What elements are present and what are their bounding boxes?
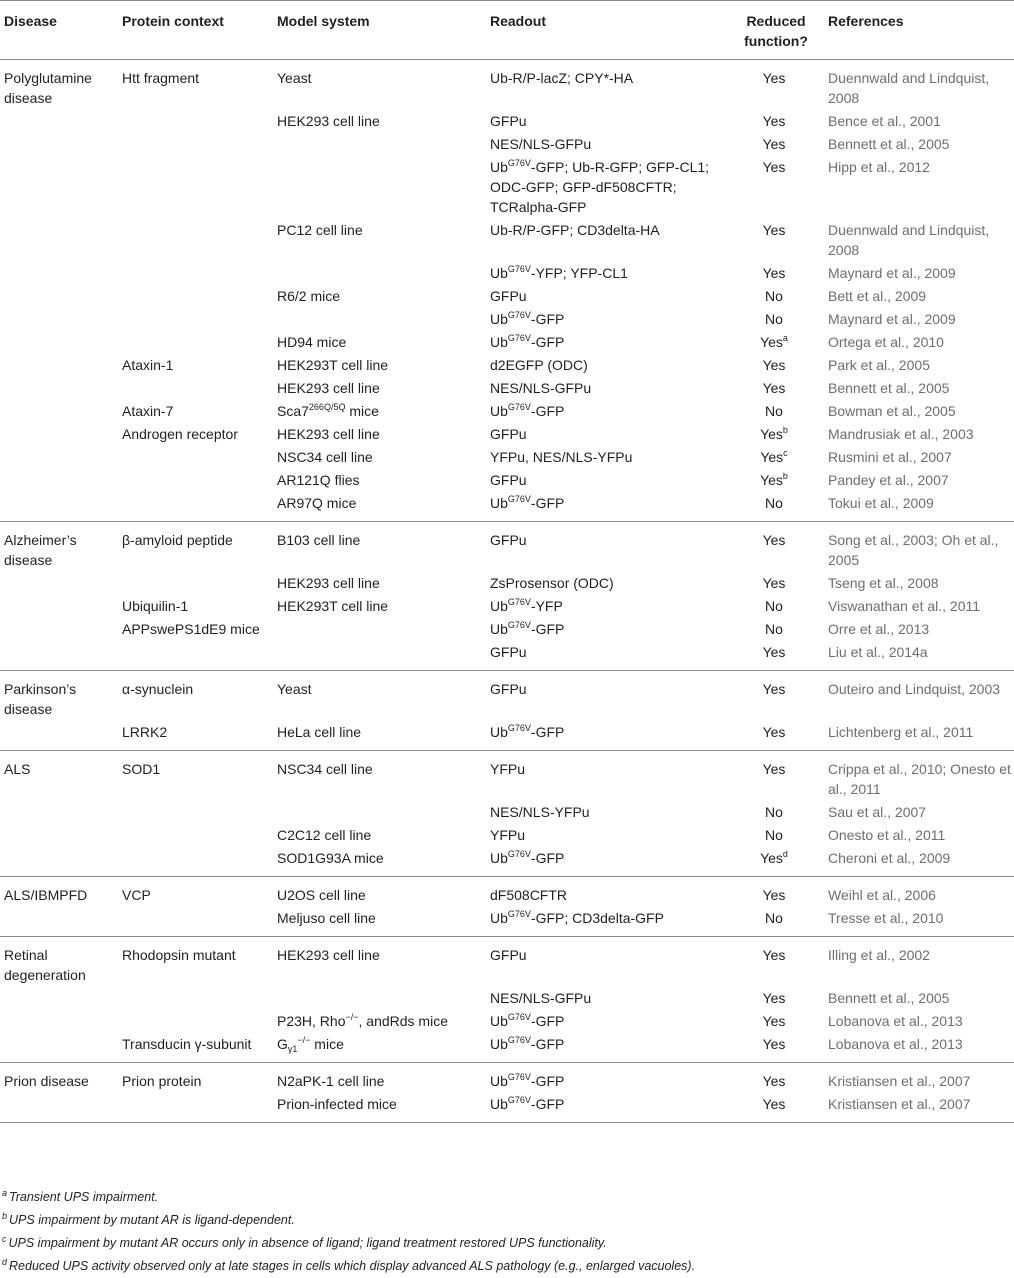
table-row [0, 262, 1014, 285]
readout-cell: $Ub^{G76V}$-GFP [490, 1072, 565, 1089]
reduced-function-cell: Yes [762, 1036, 786, 1052]
readout-cell: $Ub^{G76V}$-GFP [490, 1035, 565, 1052]
model-system-cell [273, 308, 486, 331]
readout-cell: $Ub^{G76V}$-GFP [490, 723, 565, 740]
protein-context-cell: Rhodopsin mutant [122, 947, 236, 963]
reduced-function-cell: Yes$^d$ [760, 849, 788, 866]
reference-cell: Pandey et al., 2007 [828, 472, 949, 488]
model-system-cell: P23H, Rho−/−, andRds mice [277, 1012, 448, 1029]
reference-cell: Bennett et al., 2005 [828, 990, 950, 1006]
table-row [0, 937, 1014, 988]
reduced-function-cell: Yes [762, 644, 786, 660]
table-row [0, 133, 1014, 156]
disease-cell [0, 801, 118, 824]
readout-cell: ZsProsensor (ODC) [490, 575, 614, 591]
readout-cell: d2EGFP (ODC) [490, 357, 588, 373]
table-row [0, 751, 1014, 802]
reduced-function-cell: Yes [762, 159, 786, 175]
reference-cell: Hipp et al., 2012 [828, 159, 930, 175]
model-system-cell: HEK293 cell line [277, 113, 380, 129]
table-row [0, 721, 1014, 751]
reduced-function-cell: Yes [762, 222, 786, 238]
protein-context-cell [118, 801, 273, 824]
protein-context-cell [118, 824, 273, 847]
disease-cell [0, 377, 118, 400]
header-references: References [824, 1, 1014, 60]
readout-cell: GFPu [490, 681, 527, 697]
table-row [0, 824, 1014, 847]
disease-cell [0, 824, 118, 847]
disease-cell [0, 847, 118, 877]
table-row [0, 156, 1014, 219]
table-row [0, 400, 1014, 423]
reduced-function-cell: Yes$^a$ [760, 333, 788, 350]
model-system-cell [273, 618, 486, 641]
readout-cell: $Ub^{G76V}$-YFP [490, 597, 563, 614]
protein-context-cell: α-synuclein [122, 681, 194, 697]
footnote-mark: b [2, 1211, 8, 1221]
reference-cell: Sau et al., 2007 [828, 804, 927, 820]
disease-cell [0, 331, 118, 354]
reference-cell: Duennwald and Lindquist, 2008 [828, 70, 990, 106]
protein-context-cell [118, 262, 273, 285]
disease-cell [0, 907, 118, 937]
model-system-cell: $Sca7^{266Q/5Q}$ mice [277, 402, 379, 419]
footnote [2, 1186, 1002, 1209]
reference-cell: Illing et al., 2002 [828, 947, 930, 963]
disease-cell [0, 1093, 118, 1123]
reference-cell: Maynard et al., 2009 [828, 265, 956, 281]
reference-cell: Maynard et al., 2009 [828, 311, 956, 327]
readout-cell: $Ub^{G76V}$-GFP [490, 333, 565, 350]
table-row [0, 1063, 1014, 1094]
protein-context-cell: LRRK2 [122, 724, 168, 740]
readout-cell: $Ub^{G76V}$-GFP [490, 620, 565, 637]
footnote-text: UPS impairment by mutant AR is ligand-dependent. [9, 1213, 295, 1227]
footnote [2, 1209, 1002, 1232]
table-row [0, 219, 1014, 262]
reference-cell: Bett et al., 2009 [828, 288, 927, 304]
header-model-system: Model system [273, 1, 486, 60]
disease-cell [0, 423, 118, 446]
readout-cell: $Ub^{G76V}$-GFP; CD3delta-GFP [490, 909, 664, 926]
disease-cell [0, 308, 118, 331]
reference-cell: Tokui et al., 2009 [828, 495, 934, 511]
reference-cell: Lichtenberg et al., 2011 [828, 724, 974, 740]
reduced-function-cell: Yes$^b$ [760, 425, 788, 442]
model-system-cell [273, 133, 486, 156]
disease-group [0, 877, 1014, 937]
reference-cell: Song et al., 2003; Oh et al., 2005 [828, 532, 999, 568]
disease-group [0, 1063, 1014, 1123]
disease-cell [0, 400, 118, 423]
header-reduced-function [724, 1, 824, 60]
disease-cell [0, 721, 118, 751]
protein-context-cell: Transducin γ-subunit [122, 1036, 252, 1052]
footnote-mark: a [2, 1188, 8, 1198]
protein-context-cell [118, 285, 273, 308]
model-system-cell: HEK293T cell line [277, 598, 389, 614]
reference-cell: Duennwald and Lindquist, 2008 [828, 222, 990, 258]
reduced-function-cell: Yes [762, 113, 786, 129]
readout-cell: $Ub^{G76V}$-GFP [490, 310, 565, 327]
disease-cell [0, 354, 118, 377]
readout-cell: dF508CFTR [490, 887, 568, 903]
disease-cell [0, 446, 118, 469]
table-row [0, 110, 1014, 133]
table-row [0, 492, 1014, 522]
model-system-cell: NSC34 cell line [277, 761, 373, 777]
model-system-cell: HEK293 cell line [277, 947, 380, 963]
reduced-function-cell: No [765, 288, 783, 304]
protein-context-cell: Ataxin-7 [122, 403, 174, 419]
table-row [0, 877, 1014, 908]
model-system-cell: R6/2 mice [277, 288, 341, 304]
reference-cell: Bennett et al., 2005 [828, 136, 950, 152]
protein-context-cell: β-amyloid peptide [122, 532, 233, 548]
reduced-function-cell: No [765, 403, 783, 419]
header-readout: Readout [486, 1, 724, 60]
readout-cell: YFPu, NES/NLS-YFPu [490, 449, 633, 465]
reduced-function-cell: Yes [762, 761, 786, 777]
footnote-text: Transient UPS impairment. [9, 1190, 159, 1204]
disease-group [0, 937, 1014, 1063]
reference-cell: Crippa et al., 2010; Onesto et al., 2011 [828, 761, 1011, 797]
reference-cell: Park et al., 2005 [828, 357, 930, 373]
reduced-function-cell: Yes [762, 1096, 786, 1112]
readout-cell: $Ub^{G76V}$-GFP [490, 849, 565, 866]
disease-cell [0, 1033, 118, 1063]
reduced-function-cell: Yes [762, 575, 786, 591]
model-system-cell: HD94 mice [277, 334, 347, 350]
readout-cell: NES/NLS-GFPu [490, 380, 592, 396]
protein-context-cell: SOD1 [122, 761, 161, 777]
table-row [0, 641, 1014, 671]
disease-cell [0, 987, 118, 1010]
disease-cell [0, 133, 118, 156]
table-row [0, 572, 1014, 595]
protein-context-cell: Htt fragment [122, 70, 200, 86]
readout-cell: GFPu [490, 426, 527, 442]
reduced-function-cell: Yes [762, 265, 786, 281]
table-row [0, 1033, 1014, 1063]
table-row [0, 1093, 1014, 1123]
protein-context-cell: Ubiquilin-1 [122, 598, 189, 614]
readout-cell: $Ub^{G76V}$-YFP; YFP-CL1 [490, 264, 628, 281]
footnote-mark: d [2, 1257, 8, 1267]
readout-cell: GFPu [490, 472, 527, 488]
model-system-cell: U2OS cell line [277, 887, 366, 903]
reference-cell: Cheroni et al., 2009 [828, 850, 951, 866]
disease-cell: Retinal degeneration [4, 947, 86, 983]
disease-cell: ALS [4, 761, 31, 777]
reduced-function-cell: Yes [762, 1073, 786, 1089]
readout-cell: GFPu [490, 947, 527, 963]
table-row [0, 354, 1014, 377]
disease-cell [0, 618, 118, 641]
model-system-cell: B103 cell line [277, 532, 361, 548]
model-system-cell: PC12 cell line [277, 222, 363, 238]
table-row [0, 671, 1014, 722]
disease-cell: Parkinson’s disease [4, 681, 77, 717]
reduced-function-cell: Yes [762, 1013, 786, 1029]
protein-context-cell [118, 331, 273, 354]
protein-context-cell [118, 156, 273, 219]
model-system-cell: AR97Q mice [277, 495, 357, 511]
readout-cell: $Ub^{G76V}$-GFP; Ub-R-GFP; GFP-CL1; ODC-GFP; GFP-dF508CFTR; TCRalpha-GFP [490, 158, 710, 215]
reference-cell: Bence et al., 2001 [828, 113, 941, 129]
readout-cell: NES/NLS-GFPu [490, 990, 592, 1006]
readout-cell: GFPu [490, 532, 527, 548]
model-system-cell: C2C12 cell line [277, 827, 372, 843]
table-row [0, 308, 1014, 331]
table-row [0, 522, 1014, 573]
model-system-cell [273, 156, 486, 219]
model-system-cell: HEK293 cell line [277, 426, 380, 442]
model-system-cell [273, 801, 486, 824]
reduced-function-cell: Yes [762, 380, 786, 396]
readout-cell: $Ub^{G76V}$-GFP [490, 402, 565, 419]
disease-cell [0, 110, 118, 133]
model-system-cell: Yeast [277, 681, 312, 697]
footnote [2, 1255, 1002, 1278]
reduced-function-cell: No [765, 598, 783, 614]
model-system-cell: HeLa cell line [277, 724, 362, 740]
reference-cell: Weihl et al., 2006 [828, 887, 936, 903]
protein-context-cell [118, 572, 273, 595]
table-row [0, 423, 1014, 446]
reduced-function-cell: Yes [762, 887, 786, 903]
reference-cell: Rusmini et al., 2007 [828, 449, 952, 465]
table-row [0, 618, 1014, 641]
readout-cell: Ub-R/P-GFP; CD3delta-HA [490, 222, 660, 238]
reference-cell: Tseng et al., 2008 [828, 575, 939, 591]
disease-cell [0, 469, 118, 492]
reference-cell: Orre et al., 2013 [828, 621, 930, 637]
readout-cell: GFPu [490, 288, 527, 304]
reference-cell: Mandrusiak et al., 2003 [828, 426, 974, 442]
model-system-cell: HEK293 cell line [277, 575, 380, 591]
table-row [0, 907, 1014, 937]
readout-cell: $Ub^{G76V}$-GFP [490, 494, 565, 511]
reference-cell: Ortega et al., 2010 [828, 334, 944, 350]
reduced-function-cell: No [765, 827, 783, 843]
footnote [2, 1232, 1002, 1255]
reference-cell: Kristiansen et al., 2007 [828, 1096, 971, 1112]
protein-context-cell [118, 907, 273, 937]
header-disease: Disease [0, 1, 118, 60]
model-system-cell: N2aPK-1 cell line [277, 1073, 385, 1089]
reference-cell: Kristiansen et al., 2007 [828, 1073, 971, 1089]
reduced-function-cell: Yes [762, 681, 786, 697]
table-row [0, 1010, 1014, 1033]
reduced-function-cell: Yes [762, 532, 786, 548]
model-system-cell [273, 262, 486, 285]
disease-group [0, 751, 1014, 877]
model-system-cell: Prion-infected mice [277, 1096, 397, 1112]
disease-cell [0, 1010, 118, 1033]
protein-context-cell [118, 377, 273, 400]
model-system-cell [273, 987, 486, 1010]
protein-context-cell [118, 847, 273, 877]
protein-context-cell: Androgen receptor [122, 426, 238, 442]
reference-cell: Tresse et al., 2010 [828, 910, 944, 926]
protein-context-cell [118, 308, 273, 331]
model-system-cell: HEK293 cell line [277, 380, 380, 396]
table-row [0, 377, 1014, 400]
reduced-function-cell: No [765, 804, 783, 820]
disease-cell: Polyglutamine disease [4, 70, 92, 106]
table-row [0, 60, 1014, 111]
readout-cell: YFPu [490, 827, 526, 843]
table-row [0, 285, 1014, 308]
disease-cell [0, 219, 118, 262]
disease-cell [0, 492, 118, 522]
reduced-function-cell: Yes [762, 357, 786, 373]
disease-cell [0, 572, 118, 595]
reduced-function-cell: No [765, 910, 783, 926]
readout-cell: NES/NLS-GFPu [490, 136, 592, 152]
reduced-function-cell: Yes$^b$ [760, 471, 788, 488]
reduced-function-cell: No [765, 621, 783, 637]
protein-context-cell [118, 110, 273, 133]
protein-context-cell: VCP [122, 887, 151, 903]
disease-cell [0, 285, 118, 308]
readout-cell: $Ub^{G76V}$-GFP [490, 1012, 565, 1029]
table-header [0, 1, 1014, 60]
reduced-function-cell: Yes [762, 990, 786, 1006]
protein-context-cell [118, 133, 273, 156]
protein-context-cell [118, 492, 273, 522]
disease-cell: Prion disease [4, 1073, 89, 1089]
readout-cell: Ub-R/P-lacZ; CPY*-HA [490, 70, 634, 86]
protein-context-cell: Prion protein [122, 1073, 202, 1089]
disease-cell [0, 595, 118, 618]
protein-context-cell [118, 1093, 273, 1123]
reference-cell: Lobanova et al., 2013 [828, 1036, 963, 1052]
readout-cell: GFPu [490, 113, 527, 129]
table-row [0, 446, 1014, 469]
reduced-function-cell: Yes [762, 947, 786, 963]
reduced-function-cell: No [765, 495, 783, 511]
reference-cell: Outeiro and Lindquist, 2003 [828, 681, 1001, 697]
disease-cell: Alzheimer’s disease [4, 532, 77, 568]
reference-cell: Bowman et al., 2005 [828, 403, 956, 419]
model-system-cell: Meljuso cell line [277, 910, 376, 926]
protein-context-cell [118, 641, 273, 671]
model-system-cell: NSC34 cell line [277, 449, 373, 465]
header-reduced-function-label: Reduced function? [744, 13, 808, 49]
disease-cell: ALS/IBMPFD [4, 887, 88, 903]
protein-context-cell: Ataxin-1 [122, 357, 174, 373]
reduced-function-cell: No [765, 311, 783, 327]
disease-group [0, 522, 1014, 671]
table-row [0, 801, 1014, 824]
reduced-function-cell: Yes [762, 724, 786, 740]
model-system-cell: SOD1G93A mice [277, 850, 384, 866]
model-system-cell [273, 641, 486, 671]
reference-cell: Liu et al., 2014a [828, 644, 928, 660]
reduced-function-cell: Yes [762, 136, 786, 152]
table-row [0, 331, 1014, 354]
reduced-function-cell: Yes [762, 70, 786, 86]
table-footnotes [2, 1186, 1002, 1278]
reference-cell: Bennett et al., 2005 [828, 380, 950, 396]
table-row [0, 987, 1014, 1010]
footnote-text: Reduced UPS activity observed only at late stages in cells which display advanced ALS pathology (e.g., enlarged vacuoles). [9, 1259, 696, 1273]
protein-context-cell: APPswePS1dE9 mice [122, 621, 260, 637]
disease-cell [0, 262, 118, 285]
protein-context-cell [118, 1010, 273, 1033]
header-protein-context: Protein context [118, 1, 273, 60]
table-row [0, 469, 1014, 492]
disease-cell [0, 156, 118, 219]
disease-group [0, 671, 1014, 751]
disease-cell [0, 641, 118, 671]
readout-cell: YFPu [490, 761, 526, 777]
reference-cell: Lobanova et al., 2013 [828, 1013, 963, 1029]
protein-context-cell [118, 469, 273, 492]
reference-cell: Viswanathan et al., 2011 [828, 598, 981, 614]
reference-cell: Onesto et al., 2011 [828, 827, 946, 843]
model-system-cell: $G_{\gamma 1}^{-/-}$ mice [277, 1035, 344, 1054]
table-row [0, 847, 1014, 877]
reduced-function-cell: Yes$^c$ [760, 448, 788, 465]
readout-cell: NES/NLS-YFPu [490, 804, 590, 820]
footnote-text: UPS impairment by mutant AR occurs only in absence of ligand; ligand treatment restored UPS functionality. [8, 1236, 607, 1250]
table-row [0, 595, 1014, 618]
disease-group [0, 60, 1014, 522]
protein-context-cell [118, 987, 273, 1010]
model-system-cell: HEK293T cell line [277, 357, 389, 373]
readout-cell: $Ub^{G76V}$-GFP [490, 1095, 565, 1112]
readout-cell: GFPu [490, 644, 527, 660]
model-system-cell: AR121Q flies [277, 472, 360, 488]
protein-context-cell [118, 219, 273, 262]
footnote-mark: c [2, 1234, 7, 1244]
model-system-cell: Yeast [277, 70, 312, 86]
protein-context-cell [118, 446, 273, 469]
